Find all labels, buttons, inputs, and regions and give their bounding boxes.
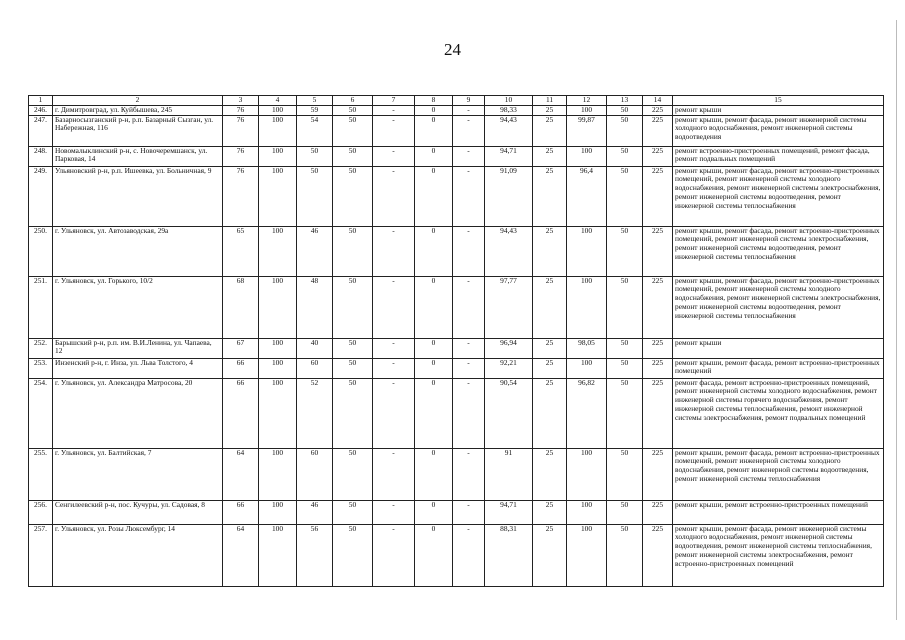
cell-c10: 94,43 [485, 226, 533, 276]
cell-c5: 46 [297, 226, 333, 276]
cell-c4: 100 [259, 448, 297, 500]
col-header: 4 [259, 96, 297, 106]
cell-c9: - [453, 524, 485, 586]
cell-c8: 0 [415, 378, 453, 448]
cell-c6: 50 [333, 115, 373, 146]
table-row [29, 358, 884, 378]
row-address: Ульяновский р-н, р.п. Ишеевка, ул. Больничная, 9 [53, 166, 223, 226]
cell-c4: 100 [259, 358, 297, 378]
cell-c6: 50 [333, 226, 373, 276]
repair-table [28, 95, 884, 587]
row-number: 246. [29, 105, 53, 115]
cell-c8: 0 [415, 166, 453, 226]
row-number: 248. [29, 146, 53, 166]
cell-c6: 50 [333, 378, 373, 448]
cell-c5: 50 [297, 146, 333, 166]
col-header: 9 [453, 96, 485, 106]
cell-c11: 25 [533, 166, 567, 226]
cell-c14: 225 [643, 358, 673, 378]
cell-c11: 25 [533, 105, 567, 115]
row-number: 247. [29, 115, 53, 146]
cell-c7: - [373, 105, 415, 115]
row-works: ремонт встроенно-пристроенных помещений, ремонт фасада, ремонт подвальных помещений [673, 146, 884, 166]
cell-c7: - [373, 524, 415, 586]
cell-c10: 98,33 [485, 105, 533, 115]
cell-c12: 96,4 [567, 166, 607, 226]
table-row [29, 448, 884, 500]
table-row [29, 226, 884, 276]
row-works: ремонт фасада, ремонт встроенно-пристроенных помещений, ремонт инженерной системы холодного водоснабжения, ремонт инженерной системы горячего водоснабжения, ремонт инженерной системы теплоснабжения, ремонт инженерной системы электроснабжения, ремонт подвальных помещений [673, 378, 884, 448]
cell-c13: 50 [607, 358, 643, 378]
col-header: 10 [485, 96, 533, 106]
cell-c8: 0 [415, 276, 453, 338]
cell-c6: 50 [333, 338, 373, 358]
cell-c13: 50 [607, 338, 643, 358]
cell-c9: - [453, 338, 485, 358]
cell-c14: 225 [643, 105, 673, 115]
cell-c11: 25 [533, 226, 567, 276]
cell-c11: 25 [533, 338, 567, 358]
cell-c4: 100 [259, 378, 297, 448]
cell-c3: 64 [223, 524, 259, 586]
data-table-container [28, 95, 884, 587]
cell-c7: - [373, 500, 415, 524]
row-works: ремонт крыши, ремонт фасада, ремонт встроенно-пристроенных помещений, ремонт инженерной системы электроснабжения, ремонт инженерной системы водоотведения, ремонт инженерной системы теплоснабжения [673, 226, 884, 276]
table-row [29, 276, 884, 338]
cell-c13: 50 [607, 378, 643, 448]
cell-c9: - [453, 226, 485, 276]
col-header: 3 [223, 96, 259, 106]
row-works: ремонт крыши, ремонт встроенно-пристроенных помещений [673, 500, 884, 524]
scan-edge-mark [896, 20, 897, 620]
col-header: 11 [533, 96, 567, 106]
cell-c14: 225 [643, 276, 673, 338]
cell-c12: 100 [567, 524, 607, 586]
cell-c5: 54 [297, 115, 333, 146]
row-address: Сенгилеевский р-н, пос. Кучуры, ул. Садовая, 8 [53, 500, 223, 524]
cell-c9: - [453, 166, 485, 226]
cell-c14: 225 [643, 378, 673, 448]
table-row [29, 115, 884, 146]
cell-c3: 76 [223, 115, 259, 146]
row-address: Барышский р-н, р.п. им. В.И.Ленина, ул. Чапаева, 12 [53, 338, 223, 358]
cell-c11: 25 [533, 115, 567, 146]
cell-c9: - [453, 448, 485, 500]
cell-c8: 0 [415, 448, 453, 500]
cell-c14: 225 [643, 146, 673, 166]
cell-c5: 60 [297, 358, 333, 378]
row-address: Базарносызганский р-н, р.п. Базарный Сызган, ул. Набережная, 116 [53, 115, 223, 146]
cell-c6: 50 [333, 524, 373, 586]
cell-c3: 64 [223, 448, 259, 500]
col-header: 6 [333, 96, 373, 106]
cell-c10: 94,71 [485, 500, 533, 524]
cell-c5: 59 [297, 105, 333, 115]
row-works: ремонт крыши, ремонт фасада, ремонт встроенно-пристроенных помещений, ремонт инженерной системы холодного водоснабжения, ремонт инженерной системы электроснабжения, ремонт инженерной системы водоотведения, ремонт инженерной системы теплоснабжения [673, 276, 884, 338]
cell-c10: 96,94 [485, 338, 533, 358]
table-row [29, 338, 884, 358]
row-number: 251. [29, 276, 53, 338]
row-works: ремонт крыши, ремонт фасада, ремонт встроенно-пристроенных помещений, ремонт инженерной системы холодного водоснабжения, ремонт инженерной системы электроснабжения, ремонт инженерной системы водоотведения, ремонт инженерной системы теплоснабжения [673, 166, 884, 226]
col-header: 2 [53, 96, 223, 106]
cell-c5: 60 [297, 448, 333, 500]
cell-c3: 76 [223, 146, 259, 166]
cell-c12: 100 [567, 226, 607, 276]
cell-c11: 25 [533, 276, 567, 338]
cell-c3: 66 [223, 358, 259, 378]
cell-c14: 225 [643, 338, 673, 358]
cell-c12: 100 [567, 448, 607, 500]
row-address: Инзенский р-н, г. Инза, ул. Льва Толстого, 4 [53, 358, 223, 378]
table-row [29, 166, 884, 226]
cell-c7: - [373, 448, 415, 500]
cell-c12: 100 [567, 276, 607, 338]
row-number: 256. [29, 500, 53, 524]
cell-c9: - [453, 146, 485, 166]
cell-c7: - [373, 358, 415, 378]
cell-c10: 88,31 [485, 524, 533, 586]
cell-c11: 25 [533, 378, 567, 448]
cell-c8: 0 [415, 358, 453, 378]
cell-c7: - [373, 276, 415, 338]
cell-c4: 100 [259, 276, 297, 338]
row-address: г. Ульяновск, ул. Горького, 10/2 [53, 276, 223, 338]
col-header: 12 [567, 96, 607, 106]
table-row [29, 105, 884, 115]
row-works: ремонт крыши [673, 105, 884, 115]
row-number: 252. [29, 338, 53, 358]
cell-c4: 100 [259, 500, 297, 524]
cell-c4: 100 [259, 166, 297, 226]
row-address: г. Ульяновск, ул. Розы Люксембург, 14 [53, 524, 223, 586]
col-header: 1 [29, 96, 53, 106]
cell-c13: 50 [607, 115, 643, 146]
cell-c3: 66 [223, 500, 259, 524]
row-number: 249. [29, 166, 53, 226]
cell-c5: 46 [297, 500, 333, 524]
col-header: 15 [673, 96, 884, 106]
cell-c5: 56 [297, 524, 333, 586]
cell-c4: 100 [259, 524, 297, 586]
cell-c10: 90,54 [485, 378, 533, 448]
cell-c4: 100 [259, 115, 297, 146]
cell-c9: - [453, 105, 485, 115]
table-row [29, 500, 884, 524]
row-number: 257. [29, 524, 53, 586]
cell-c13: 50 [607, 448, 643, 500]
cell-c8: 0 [415, 226, 453, 276]
cell-c7: - [373, 115, 415, 146]
cell-c5: 40 [297, 338, 333, 358]
cell-c3: 67 [223, 338, 259, 358]
cell-c12: 99,87 [567, 115, 607, 146]
cell-c12: 100 [567, 500, 607, 524]
cell-c10: 94,71 [485, 146, 533, 166]
cell-c12: 98,05 [567, 338, 607, 358]
row-number: 255. [29, 448, 53, 500]
table-header-row [29, 96, 884, 106]
cell-c7: - [373, 378, 415, 448]
page-number: 24 [444, 40, 461, 59]
col-header: 14 [643, 96, 673, 106]
cell-c9: - [453, 358, 485, 378]
cell-c9: - [453, 276, 485, 338]
cell-c8: 0 [415, 500, 453, 524]
cell-c12: 100 [567, 146, 607, 166]
cell-c8: 0 [415, 105, 453, 115]
cell-c8: 0 [415, 338, 453, 358]
row-number: 250. [29, 226, 53, 276]
cell-c9: - [453, 500, 485, 524]
cell-c10: 91,09 [485, 166, 533, 226]
cell-c14: 225 [643, 226, 673, 276]
cell-c6: 50 [333, 146, 373, 166]
cell-c5: 48 [297, 276, 333, 338]
row-works: ремонт крыши [673, 338, 884, 358]
cell-c7: - [373, 146, 415, 166]
cell-c14: 225 [643, 166, 673, 226]
cell-c14: 225 [643, 524, 673, 586]
row-number: 253. [29, 358, 53, 378]
cell-c6: 50 [333, 358, 373, 378]
cell-c7: - [373, 166, 415, 226]
cell-c10: 97,77 [485, 276, 533, 338]
cell-c3: 68 [223, 276, 259, 338]
cell-c13: 50 [607, 226, 643, 276]
cell-c9: - [453, 115, 485, 146]
cell-c14: 225 [643, 500, 673, 524]
cell-c14: 225 [643, 448, 673, 500]
cell-c11: 25 [533, 524, 567, 586]
cell-c10: 91 [485, 448, 533, 500]
cell-c6: 50 [333, 166, 373, 226]
table-row [29, 378, 884, 448]
row-address: г. Ульяновск, ул. Александра Матросова, 20 [53, 378, 223, 448]
cell-c6: 50 [333, 276, 373, 338]
cell-c8: 0 [415, 146, 453, 166]
cell-c9: - [453, 378, 485, 448]
cell-c13: 50 [607, 276, 643, 338]
cell-c3: 65 [223, 226, 259, 276]
cell-c11: 25 [533, 358, 567, 378]
row-address: г. Димитровград, ул. Куйбышева, 245 [53, 105, 223, 115]
cell-c8: 0 [415, 115, 453, 146]
col-header: 8 [415, 96, 453, 106]
row-works: ремонт крыши, ремонт фасада, ремонт встроенно-пристроенных помещений, ремонт инженерной системы холодного водоснабжения, ремонт инженерной системы водоотведения, ремонт инженерной системы теплоснабжения [673, 448, 884, 500]
cell-c3: 76 [223, 105, 259, 115]
cell-c7: - [373, 226, 415, 276]
col-header: 5 [297, 96, 333, 106]
cell-c12: 96,82 [567, 378, 607, 448]
row-works: ремонт крыши, ремонт фасада, ремонт инженерной системы холодного водоснабжения, ремонт инженерной системы водоотведения, ремонт инженерной системы теплоснабжения, ремонт инженерной системы электроснабжения, ремонт встроенно-пристроенных помещений [673, 524, 884, 586]
row-number: 254. [29, 378, 53, 448]
table-row [29, 146, 884, 166]
cell-c12: 100 [567, 105, 607, 115]
cell-c10: 94,43 [485, 115, 533, 146]
cell-c4: 100 [259, 226, 297, 276]
cell-c13: 50 [607, 105, 643, 115]
row-works: ремонт крыши, ремонт фасада, ремонт встроенно-пристроенных помещений [673, 358, 884, 378]
cell-c4: 100 [259, 338, 297, 358]
cell-c12: 100 [567, 358, 607, 378]
col-header: 13 [607, 96, 643, 106]
cell-c11: 25 [533, 146, 567, 166]
table-body [29, 105, 884, 586]
row-works: ремонт крыши, ремонт фасада, ремонт инженерной системы холодного водоснабжения, ремонт инженерной системы водоотведения [673, 115, 884, 146]
cell-c13: 50 [607, 146, 643, 166]
cell-c5: 52 [297, 378, 333, 448]
cell-c3: 66 [223, 378, 259, 448]
cell-c13: 50 [607, 500, 643, 524]
row-address: г. Ульяновск, ул. Автозаводская, 29а [53, 226, 223, 276]
cell-c11: 25 [533, 448, 567, 500]
cell-c3: 76 [223, 166, 259, 226]
cell-c4: 100 [259, 146, 297, 166]
cell-c14: 225 [643, 115, 673, 146]
cell-c6: 50 [333, 500, 373, 524]
cell-c8: 0 [415, 524, 453, 586]
cell-c6: 50 [333, 105, 373, 115]
row-address: Новомалыклинский р-н, с. Новочеремшанск, ул. Парковая, 14 [53, 146, 223, 166]
cell-c7: - [373, 338, 415, 358]
cell-c13: 50 [607, 166, 643, 226]
cell-c13: 50 [607, 524, 643, 586]
cell-c4: 100 [259, 105, 297, 115]
cell-c10: 92,21 [485, 358, 533, 378]
table-row [29, 524, 884, 586]
cell-c5: 50 [297, 166, 333, 226]
col-header: 7 [373, 96, 415, 106]
cell-c11: 25 [533, 500, 567, 524]
row-address: г. Ульяновск, ул. Балтийская, 7 [53, 448, 223, 500]
cell-c6: 50 [333, 448, 373, 500]
